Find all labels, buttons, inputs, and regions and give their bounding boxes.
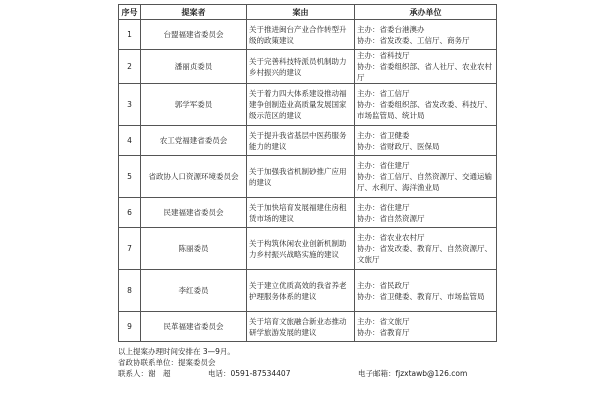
proposal-table (118, 4, 497, 342)
host-unit: 主办：省住建厅 (357, 161, 410, 170)
row-units (355, 198, 497, 228)
row-case: 关于培育文旅融合新业态推动研学旅游发展的建议 (247, 312, 355, 342)
host-unit: 主办：省卫健委 (357, 130, 410, 140)
row-units (355, 20, 497, 50)
header-unit: 承办单位 (355, 5, 497, 20)
table-row (119, 126, 497, 156)
table-header-row (119, 5, 497, 20)
row-proposer: 陈丽委员 (141, 228, 247, 270)
row-case: 关于推进闽台产业合作转型升级的政策建议 (247, 20, 355, 50)
contact-person: 联系人：谢 超 (118, 369, 171, 378)
host-unit: 主办：省农业农村厅 (357, 233, 425, 242)
table-row (119, 228, 497, 270)
row-proposer: 潘丽贞委员 (141, 50, 247, 84)
co-units: 协办：省工信厅、自然资源厅、交通运输厅、水利厅、海洋渔业局 (357, 172, 492, 192)
row-number: 8 (119, 270, 141, 312)
host-unit: 主办：省民政厅 (357, 280, 410, 290)
row-case: 关于加快培育发展福建住房租赁市场的建议 (247, 198, 355, 228)
row-number: 7 (119, 228, 141, 270)
host-unit: 主办：省住建厅 (357, 202, 410, 212)
table-row (119, 270, 497, 312)
row-units (355, 270, 497, 312)
row-proposer: 郭学军委员 (141, 84, 247, 126)
footer-notes (118, 346, 496, 379)
row-number: 1 (119, 20, 141, 50)
co-units: 协办：省教育厅 (357, 327, 410, 337)
row-number: 6 (119, 198, 141, 228)
schedule-note: 以上提案办理时间安排在 3—9月。 (118, 347, 235, 356)
table-row (119, 84, 497, 126)
table-row (119, 312, 497, 342)
co-units: 协办：省发改委、工信厅、商务厅 (357, 35, 470, 45)
row-proposer: 民革福建省委员会 (141, 312, 247, 342)
row-number: 4 (119, 126, 141, 156)
row-proposer: 民建福建省委员会 (141, 198, 247, 228)
table-row (119, 156, 497, 198)
row-proposer: 台盟福建省委员会 (141, 20, 247, 50)
row-units (355, 84, 497, 126)
contact-email[interactable]: 电子邮箱：fjzxtawb@126.com (358, 369, 468, 378)
table-row (119, 20, 497, 50)
row-case: 关于加强我省机制砂推广应用的建议 (247, 156, 355, 198)
host-unit: 主办：省委台港澳办 (357, 24, 425, 34)
co-units: 协办：省委组织部、省人社厅、农业农村厅 (357, 62, 492, 82)
co-units: 协办：省自然资源厅 (357, 213, 425, 223)
contact-unit: 省政协联系单位：提案委员会 (118, 358, 216, 367)
row-case: 关于建立优质高效的我省养老护理服务体系的建议 (247, 270, 355, 312)
proposal-sheet (118, 4, 496, 379)
row-case: 关于提升我省基层中医药服务能力的建议 (247, 126, 355, 156)
row-units (355, 126, 497, 156)
co-units: 协办：省财政厅、医保局 (357, 141, 440, 151)
row-number: 5 (119, 156, 141, 198)
co-units: 协办：省委组织部、省发改委、科技厅、市场监管局、统计局 (357, 100, 492, 120)
row-units (355, 228, 497, 270)
row-units (355, 156, 497, 198)
row-number: 9 (119, 312, 141, 342)
table-row (119, 50, 497, 84)
header-case: 案由 (247, 5, 355, 20)
co-units: 协办：省发改委、教育厅、自然资源厅、文旅厅 (357, 244, 492, 264)
header-no: 序号 (119, 5, 141, 20)
row-proposer: 李红委员 (141, 270, 247, 312)
row-case: 关于着力四大体系建设推动福建争创制造业高质量发展国家级示范区的建议 (247, 84, 355, 126)
host-unit: 主办：省科技厅 (357, 51, 410, 60)
row-number: 3 (119, 84, 141, 126)
table-row (119, 198, 497, 228)
contact-phone: 电话：0591-87534407 (208, 369, 291, 378)
header-proposer: 提案者 (141, 5, 247, 20)
host-unit: 主办：省工信厅 (357, 89, 410, 98)
row-proposer: 农工党福建省委员会 (141, 126, 247, 156)
host-unit: 主办：省文旅厅 (357, 316, 410, 326)
co-units: 协办：省卫健委、教育厅、市场监管局 (357, 291, 485, 301)
row-units (355, 50, 497, 84)
row-number: 2 (119, 50, 141, 84)
row-units (355, 312, 497, 342)
row-case: 关于完善科技特派员机制助力乡村振兴的建议 (247, 50, 355, 84)
row-proposer: 省政协人口资源环境委员会 (141, 156, 247, 198)
row-case: 关于构筑休闲农业创新机制助力乡村振兴战略实施的建议 (247, 228, 355, 270)
contact-line (118, 368, 496, 379)
